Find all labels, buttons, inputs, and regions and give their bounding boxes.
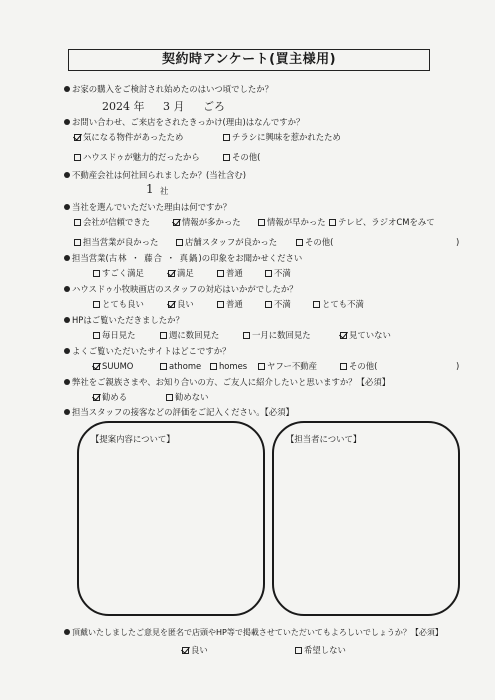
checkbox-icon[interactable] [166,394,173,401]
question-company-count [64,170,246,181]
question-staff-response [64,284,298,295]
option-normal[interactable] [217,299,243,310]
question-text: お問い合わせ、ご来店をされたきっかけ(理由)はなんですか？ [72,117,305,127]
checkbox-icon[interactable] [93,301,100,308]
option-other[interactable] [223,152,260,163]
question-text: 弊社をご親族さまや、お知り合いの方、ご友人に紹介したいと思いますか？【必須】 [72,377,391,387]
proposal-box-label: 【提案内容について】 [91,434,175,444]
question-text: HPはご覧いただきましたか？ [72,315,184,325]
option-label: 良い [191,645,208,655]
option-suumo[interactable] [93,361,133,372]
checkbox-icon[interactable] [258,219,265,226]
option-label: ハウスドゥが魅力的だったから [83,152,200,162]
checkbox-icon[interactable] [313,301,320,308]
checkbox-icon[interactable] [74,154,81,161]
close-paren: ) [456,237,460,247]
checkbox-icon[interactable] [217,270,224,277]
option-other[interactable] [340,361,377,372]
question-text: お家の購入をご検討され始めたのはいつ頃でしたか？ [72,84,273,94]
bullet-icon [64,172,70,178]
close-paren: ) [456,361,460,371]
option-athome[interactable] [160,361,201,372]
option-label: 毎日見た [102,330,136,340]
option-label: SUUMO [102,361,134,371]
bullet-icon [64,379,70,385]
checkbox-icon[interactable] [223,134,230,141]
option-label: 週に数回見た [169,330,220,340]
checkbox-checked-icon[interactable] [168,301,175,308]
bullet-icon [64,409,70,415]
checkbox-icon[interactable] [340,363,347,370]
option-label: 普通 [226,268,243,278]
question-text: ハウスドゥ小牧映画店のスタッフの対応はいかがでしたか？ [72,284,298,294]
option-other[interactable] [296,237,333,248]
checkbox-icon[interactable] [296,239,303,246]
option-label: その他( [349,361,378,371]
option-label: 一月に数回見た [252,330,311,340]
option-label: homes [219,361,248,371]
option-tv-radio[interactable] [329,217,435,228]
question-text: 頂戴いたしましたご意見を匿名で店頭やHP等で掲載させていただいてもよろしいでしょうか？【必須】 [72,628,443,637]
page-title: 契約時アンケート(買主様用) [68,49,430,71]
checkbox-icon[interactable] [329,219,336,226]
option-label: とても良い [102,299,144,309]
checkbox-icon[interactable] [265,270,272,277]
option-very-satisfied[interactable] [93,268,144,279]
checkbox-icon[interactable] [160,363,167,370]
question-text: よくご覧いただいたサイトはどこですか？ [72,346,231,356]
company-count-suffix: 社 [160,186,169,196]
option-monthly[interactable] [243,330,311,341]
option-label: とても不満 [322,299,364,309]
option-publish-ok[interactable] [182,645,208,656]
question-hp-viewed [64,315,184,326]
option-fast-info[interactable] [258,217,326,228]
option-label: 情報が早かった [267,217,326,227]
checkbox-checked-icon[interactable] [168,270,175,277]
checkbox-checked-icon[interactable] [93,394,100,401]
answer-year [102,98,145,114]
bullet-icon [64,119,70,125]
bullet-icon [64,286,70,292]
option-label: 満足 [177,268,194,278]
option-label: 情報が多かった [182,217,241,227]
checkbox-icon[interactable] [223,154,230,161]
checkbox-checked-icon[interactable] [74,134,81,141]
checkbox-icon[interactable] [258,363,265,370]
question-text-a: 担当営業( [72,253,109,263]
checkbox-icon[interactable] [93,270,100,277]
option-good-sales[interactable] [74,237,158,248]
option-much-info[interactable] [173,217,241,228]
option-label: その他( [232,152,261,162]
option-interesting-property[interactable] [74,132,183,143]
answer-company-count: 1 [146,182,154,196]
option-weekly[interactable] [160,330,219,341]
answer-year-value: 2024 [102,100,130,113]
question-sites [64,346,231,357]
option-label: 勧めない [175,392,209,402]
checkbox-icon[interactable] [93,332,100,339]
option-not-viewed[interactable] [340,330,391,341]
checkbox-checked-icon[interactable] [93,363,100,370]
year-label: 年 [133,100,145,113]
staff-comment-box[interactable] [272,421,460,616]
option-recommend[interactable] [93,392,127,403]
option-label: 不満 [274,299,291,309]
option-label: 勧める [102,392,128,402]
question-staff-evaluation [64,407,294,418]
question-text: 担当スタッフの接客などの評価をご記入ください。【必須】 [72,407,294,417]
checkbox-icon[interactable] [74,239,81,246]
question-text: 不動産会社は何社回られましたか？(当社含む) [72,170,247,180]
question-publish-consent [64,627,443,638]
month-label: 月 [173,100,185,113]
option-dissatisfied[interactable] [265,299,291,310]
option-flyer[interactable] [223,132,341,143]
option-good-staff[interactable] [176,237,277,248]
option-label: 担当営業が良かった [83,237,159,247]
checkbox-icon[interactable] [160,332,167,339]
option-label: ヤフー不動産 [267,361,317,371]
answer-suffix: ごろ [203,100,225,113]
option-label: すごく満足 [102,268,144,278]
checkbox-checked-icon[interactable] [173,219,180,226]
option-satisfied[interactable] [168,268,194,279]
option-label: 希望しない [304,645,346,655]
option-yahoo[interactable] [258,361,317,372]
staff-box-label: 【担当者について】 [286,434,362,444]
option-label: チラシに興味を惹かれたため [232,132,341,142]
answer-month [163,98,185,114]
option-label: その他( [305,237,334,247]
option-housedo-attractive[interactable] [74,152,200,163]
option-not-recommend[interactable] [166,392,209,403]
checkbox-icon[interactable] [265,301,272,308]
option-label: 店舗スタッフが良かった [185,237,278,247]
question-text: 当社を選んでいただいた理由は何ですか？ [72,202,232,212]
checkbox-checked-icon[interactable] [340,332,347,339]
question-sales-impression [64,253,302,264]
option-label: 良い [177,299,194,309]
option-label: athome [169,361,202,371]
checkbox-icon[interactable] [295,647,302,654]
option-label: 普通 [226,299,243,309]
option-dissatisfied[interactable] [265,268,291,279]
checkbox-checked-icon[interactable] [182,647,189,654]
option-trustworthy[interactable] [74,217,150,228]
option-good[interactable] [168,299,194,310]
option-homes[interactable] [210,361,247,372]
bullet-icon [64,348,70,354]
bullet-icon [64,629,70,635]
bullet-icon [64,86,70,92]
option-daily[interactable] [93,330,136,341]
option-label: 不満 [274,268,291,278]
question-inquiry-reason [64,117,304,128]
question-purchase-timing [64,84,273,95]
option-label: 見ていない [349,330,391,340]
option-normal[interactable] [217,268,243,279]
bullet-icon [64,204,70,210]
option-label: テレビ、ラジオCMをみて [338,217,435,227]
answer-month-value: 3 [163,100,170,113]
checkbox-icon[interactable] [210,363,217,370]
question-text-b: )の印象をお聞かせください [198,253,303,263]
checkbox-icon[interactable] [176,239,183,246]
option-very-good[interactable] [93,299,144,310]
checkbox-icon[interactable] [243,332,250,339]
question-recommend [64,377,390,388]
bullet-icon [64,255,70,261]
question-selection-reason [64,202,231,213]
proposal-comment-box[interactable] [77,421,265,616]
sales-names: 古林 ・ 藤合 ・ 真鍋 [108,253,199,263]
checkbox-icon[interactable] [74,219,81,226]
checkbox-icon[interactable] [217,301,224,308]
bullet-icon [64,317,70,323]
option-very-dissatisfied[interactable] [313,299,364,310]
option-publish-no[interactable] [295,645,346,656]
option-label: 気になる物件があったため [83,132,184,142]
option-label: 会社が信頼できた [83,217,150,227]
